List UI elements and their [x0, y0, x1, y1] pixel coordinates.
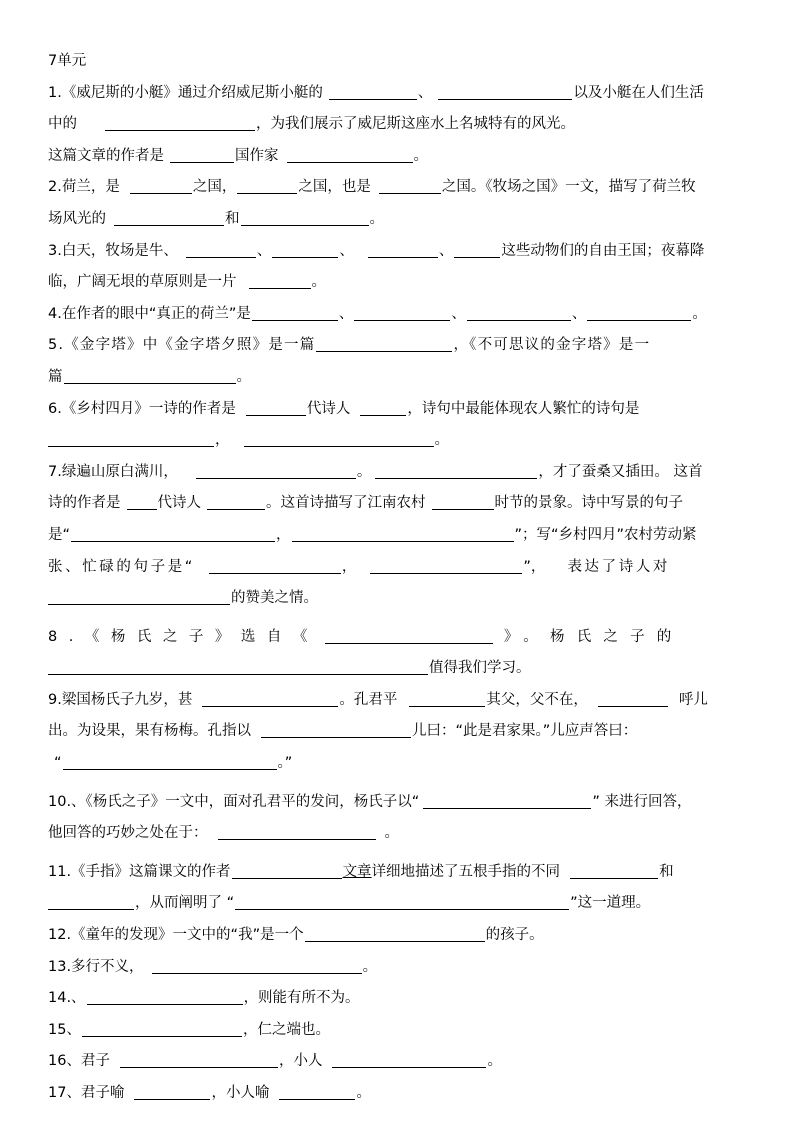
q16-text-c: 。 — [487, 1053, 502, 1070]
unit-heading — [48, 46, 748, 78]
q12-text-a: 12.《童年的发现》一文中的“我”是一个 — [48, 927, 304, 944]
heading-text: 7单元 — [48, 53, 87, 69]
answer-blank[interactable] — [114, 207, 224, 226]
answer-blank[interactable] — [48, 586, 230, 605]
q6-text-e: 。 — [434, 432, 449, 449]
q9-text-h: 。” — [277, 755, 293, 772]
answer-blank[interactable] — [127, 491, 157, 510]
q9-text-d: 呼儿 — [678, 691, 708, 708]
q6-text-c: ，诗句中最能体现农人繁忙的诗句是 — [407, 400, 640, 417]
q5-text-d: 。 — [236, 368, 251, 385]
q3-text-e: 这些动物们的自由王国；夜幕降 — [501, 242, 705, 259]
q7-text-h: 是“ — [48, 526, 71, 543]
q15-text-b: ，仁之端也。 — [242, 1021, 330, 1038]
q17-text-b: ，小人喻 — [211, 1085, 270, 1101]
answer-blank[interactable] — [186, 239, 256, 258]
q5-text-a: 5.《金字塔》中《金字塔夕照》是一篇 — [48, 337, 316, 354]
q1-text-h: 。 — [413, 147, 428, 164]
question-7-line-4 — [48, 552, 748, 584]
answer-blank[interactable] — [261, 719, 411, 738]
q9-text-e: 出。为设果，果有杨梅。孔指以 — [48, 723, 251, 740]
answer-blank[interactable] — [292, 523, 514, 542]
answer-blank[interactable] — [48, 891, 134, 910]
answer-blank[interactable] — [467, 302, 571, 321]
q3-text-f: 临，广阔无垠的草原则是一片 — [48, 274, 237, 291]
question-5-line-2 — [48, 362, 748, 394]
answer-blank[interactable] — [207, 491, 265, 510]
q9-text-g: “ — [54, 755, 62, 772]
question-7-line-3 — [48, 520, 748, 552]
answer-blank[interactable] — [379, 175, 441, 194]
q7-text-a: 7.绿遍山原白满川， — [48, 463, 178, 480]
q11-text-f: ”这一道理。 — [570, 895, 651, 912]
q10-text-a: 10.、《杨氏之子》一文中，面对孔君平的发问，杨氏子以“ — [48, 793, 420, 810]
q4-text-a: 4.在作者的眼中“真正的荷兰”是 — [48, 305, 251, 322]
q7-text-g: 时节的景象。诗中写景的句子 — [494, 495, 683, 512]
answer-blank[interactable] — [232, 860, 342, 879]
answer-blank[interactable] — [48, 428, 214, 447]
q4-text-c: 、 — [451, 305, 466, 322]
q1-text-g: 国作家 — [235, 147, 279, 164]
answer-blank[interactable] — [332, 1049, 486, 1068]
question-7-line-5 — [48, 583, 748, 615]
q5-text-b: ，《不可思议的金字塔》是一 — [453, 337, 651, 354]
answer-blank[interactable] — [246, 397, 306, 416]
question-2-line-1 — [48, 172, 748, 204]
q11-text-d: 和 — [659, 863, 674, 880]
q7-text-j: ”；写“乡村四月”农村劳动紧 — [514, 526, 697, 543]
answer-blank[interactable] — [370, 555, 522, 574]
q2-text-g: 。 — [369, 210, 384, 227]
q6-text-a: 6.《乡村四月》一诗的作者是 — [48, 400, 236, 417]
q9-text-c: 其父，父不在， — [486, 691, 588, 708]
answer-blank[interactable] — [134, 1081, 210, 1100]
answer-blank[interactable] — [329, 81, 417, 100]
q11-text-c: 详细地描述了五根手指的不同 — [371, 863, 561, 880]
q8-text-c: 值得我们学习。 — [429, 660, 531, 677]
q1-text-c: 以及小艇在人们生活 — [573, 84, 704, 101]
q10-text-b: ” 来进行回答， — [592, 793, 692, 810]
answer-blank[interactable] — [279, 1081, 355, 1100]
q15-text-a: 15、 — [48, 1021, 81, 1038]
q9-text-b: 。孔君平 — [339, 691, 398, 708]
q7-text-i: ， — [276, 526, 291, 543]
question-9-line-3 — [48, 748, 748, 780]
q7-text-d: 诗的作者是 — [48, 495, 121, 512]
q3-text-b: 、 — [256, 242, 272, 259]
q2-text-d: 之国。《牧场之国》一文，描写了荷兰牧 — [441, 179, 696, 196]
q7-text-f: 。这首诗描写了江南农村 — [266, 495, 426, 512]
answer-blank[interactable] — [241, 207, 369, 226]
question-7-line-2 — [48, 488, 748, 520]
q3-text-a: 3.白天，牧场是牛、 — [48, 242, 178, 259]
answer-blank[interactable] — [272, 239, 338, 258]
question-12-line-1 — [48, 920, 748, 952]
answer-blank[interactable] — [87, 986, 243, 1005]
q2-text-b: 之国， — [192, 179, 237, 196]
q3-text-c: 、 — [339, 242, 354, 259]
answer-blank[interactable] — [249, 270, 311, 289]
answer-blank[interactable] — [235, 891, 569, 910]
answer-blank[interactable] — [316, 333, 452, 352]
q11-text-b: 文章 — [342, 863, 372, 880]
q16-text-b: ，小人 — [278, 1053, 323, 1070]
q1-text-b: 、 — [417, 84, 433, 101]
q6-text-d: ， — [215, 432, 230, 449]
answer-blank[interactable] — [368, 239, 438, 258]
answer-blank[interactable] — [438, 81, 572, 100]
q8-text-a: 8.《杨氏之子》选自《 — [48, 628, 319, 645]
question-5-line-1 — [48, 330, 748, 362]
answer-blank[interactable] — [196, 460, 356, 479]
q8-text-b: 》。杨氏之子的 — [503, 628, 684, 645]
answer-blank[interactable] — [237, 175, 297, 194]
answer-blank[interactable] — [375, 460, 537, 479]
answer-blank[interactable] — [287, 144, 413, 163]
question-7-line-1 — [48, 457, 748, 489]
answer-blank[interactable] — [423, 790, 591, 809]
answer-blank[interactable] — [152, 955, 362, 974]
q7-text-k: 张、忙碌的句子是“ — [48, 558, 195, 575]
q12-text-b: 的孩子。 — [485, 927, 544, 944]
answer-blank[interactable] — [570, 860, 658, 879]
question-3-line-2 — [48, 267, 748, 299]
q2-text-f: 和 — [225, 210, 240, 227]
q5-text-c: 篇 — [48, 368, 63, 385]
answer-blank[interactable] — [354, 302, 450, 321]
answer-blank[interactable] — [325, 625, 493, 644]
question-9-line-1 — [48, 685, 748, 717]
question-11-line-2 — [48, 888, 748, 920]
q7-text-c: ，才了蚕桑又插田。 这首 — [538, 463, 703, 480]
q4-text-d: 、 — [571, 305, 587, 322]
question-14-line-1 — [48, 983, 748, 1015]
answer-blank[interactable] — [82, 1018, 242, 1037]
q6-text-b: 代诗人 — [306, 400, 351, 417]
q14-text-b: ，则能有所不为。 — [243, 990, 360, 1007]
question-16-line-1 — [48, 1046, 748, 1078]
q10-text-c: 他回答的巧妙之处在于： — [48, 825, 208, 842]
q10-text-d: 。 — [384, 825, 399, 842]
q1-text-e: ，为我们展示了威尼斯这座水上名城特有的风光。 — [256, 116, 575, 133]
question-1-line-2 — [48, 109, 748, 141]
q9-text-f: 儿曰：“此是君家果。”儿应声答曰： — [412, 723, 638, 740]
answer-blank[interactable] — [598, 688, 668, 707]
answer-blank[interactable] — [252, 302, 338, 321]
q7-text-n: 表达了诗人对 — [567, 558, 671, 575]
question-6-line-2 — [48, 425, 748, 457]
question-13-line-1 — [48, 952, 748, 984]
q13-text-b: 。 — [362, 958, 378, 975]
q2-text-a: 2.荷兰，是 — [48, 179, 120, 196]
question-9-line-2 — [48, 716, 748, 748]
answer-blank[interactable] — [305, 923, 485, 942]
answer-blank[interactable] — [432, 491, 494, 510]
question-17-line-1 — [48, 1078, 748, 1110]
q9-text-a: 9.梁国杨氏子九岁，甚 — [48, 691, 193, 708]
q13-text-a: 13.多行不义， — [48, 958, 144, 975]
answer-blank[interactable] — [202, 688, 338, 707]
question-10-line-1 — [48, 787, 748, 819]
question-2-line-2 — [48, 204, 748, 236]
answer-blank[interactable] — [120, 1049, 278, 1068]
answer-blank[interactable] — [130, 175, 192, 194]
q17-text-c: 。 — [356, 1085, 371, 1101]
q1-text-f: 这篇文章的作者是 — [48, 147, 164, 164]
q11-text-a: 11.《手指》这篇课文的作者 — [48, 863, 231, 880]
q17-text-a: 17、君子喻 — [48, 1085, 125, 1101]
question-3-line-1 — [48, 236, 748, 268]
q1-text-d: 中的 — [48, 116, 77, 133]
question-11-line-1 — [48, 857, 748, 889]
question-10-line-2 — [48, 818, 748, 850]
answer-blank[interactable] — [454, 239, 500, 258]
answer-blank[interactable] — [360, 397, 406, 416]
answer-blank[interactable] — [105, 112, 255, 131]
answer-blank[interactable] — [409, 688, 485, 707]
q4-text-b: 、 — [338, 305, 354, 322]
answer-blank[interactable] — [587, 302, 691, 321]
q7-text-o: 的赞美之情。 — [231, 590, 318, 607]
q11-text-e: ，从而阐明了 “ — [135, 895, 235, 912]
worksheet — [48, 46, 748, 1110]
q7-text-e: 代诗人 — [157, 495, 201, 512]
q7-text-b: 。 — [356, 463, 372, 480]
q14-text-a: 14.、 — [48, 990, 86, 1007]
question-1-line-3 — [48, 141, 748, 173]
answer-blank[interactable] — [170, 144, 234, 163]
answer-blank[interactable] — [48, 656, 428, 675]
question-6-line-1 — [48, 394, 748, 426]
question-8-line-1 — [48, 622, 748, 654]
answer-blank[interactable] — [209, 555, 341, 574]
answer-blank[interactable] — [244, 428, 434, 447]
question-8-line-2 — [48, 653, 748, 685]
question-15-line-1 — [48, 1015, 748, 1047]
answer-blank[interactable] — [71, 523, 275, 542]
q2-text-c: 之国，也是 — [298, 179, 371, 196]
q7-text-m: ”， — [523, 558, 546, 575]
q16-text-a: 16、君子 — [48, 1053, 110, 1070]
question-4-line-1 — [48, 299, 748, 331]
answer-blank[interactable] — [218, 821, 376, 840]
q3-text-d: 、 — [438, 242, 454, 259]
answer-blank[interactable] — [63, 751, 277, 770]
q7-text-l: ， — [341, 558, 357, 575]
q3-text-g: 。 — [311, 274, 326, 291]
q4-text-e: 。 — [692, 305, 707, 322]
q1-text-a: 1.《威尼斯的小艇》通过介绍威尼斯小艇的 — [48, 84, 323, 101]
question-1-line-1 — [48, 78, 748, 110]
answer-blank[interactable] — [64, 365, 236, 384]
q2-text-e: 场风光的 — [48, 210, 106, 227]
